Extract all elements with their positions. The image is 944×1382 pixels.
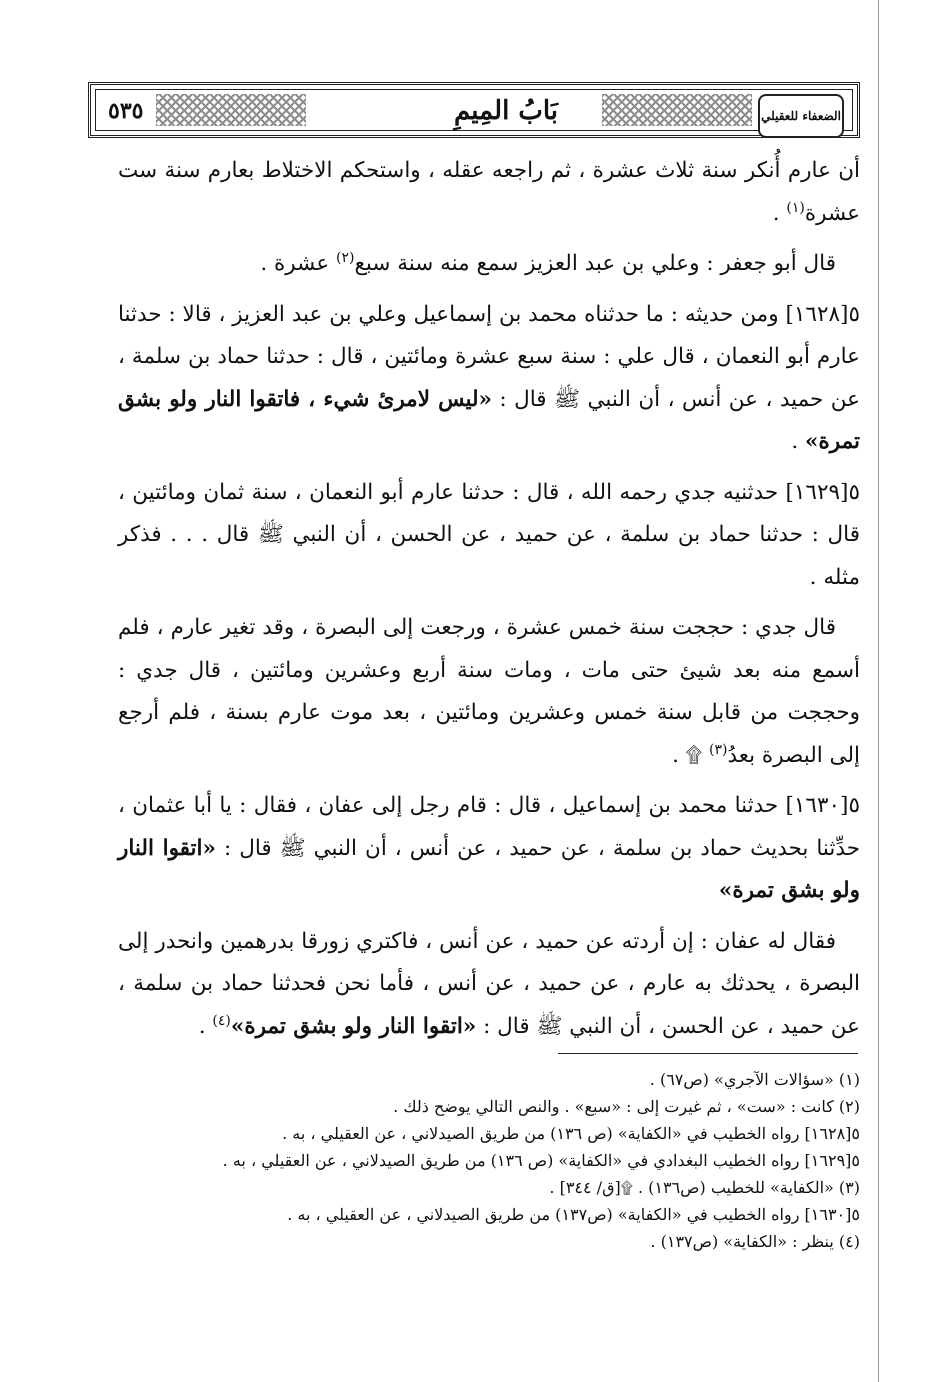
footnote-1630: ٥[١٦٣٠] رواه الخطيب في «الكفاية» (ص١٣٧) من طريق الصيدلاني ، عن العقيلي ، به . bbox=[287, 1205, 860, 1224]
ornament-right-icon bbox=[602, 94, 752, 126]
footnote-1629: ٥[١٦٢٩] رواه الخطيب البغدادي في «الكفاية» (ص ١٣٦) من طريق الصيدلاني ، عن العقيلي ، به . bbox=[222, 1151, 860, 1170]
paragraph-7 bbox=[118, 921, 860, 1049]
footnote-1628: ٥[١٦٢٨] رواه الخطيب في «الكفاية» (ص ١٣٦) من طريق الصيدلاني ، عن العقيلي ، به . bbox=[282, 1124, 860, 1143]
text-run: فقال له عفان : إن أردته عن حميد ، عن أنس ، فاكتري زورقا بدرهمين وانحدر إلى البصرة ، يحدثك به عارم ، عن حميد ، عن أنس ، فأما نحن فحدثنا حماد بن سلمة ، عن حميد ، عن الحسن ، أن النبي ﷺ قال : bbox=[118, 928, 860, 1039]
footnote-ref: (٣) bbox=[708, 741, 728, 758]
hadith-quote: «اتقوا النار ولو بشق تمرة» bbox=[230, 1013, 477, 1039]
paragraph-2 bbox=[118, 243, 860, 286]
footnote-4: (٤) ينظر : «الكفاية» (ص١٣٧) . bbox=[650, 1232, 860, 1251]
paragraph-1 bbox=[118, 150, 860, 235]
paragraph-hadith-1630 bbox=[118, 785, 860, 913]
page-header bbox=[88, 82, 860, 138]
paragraph-hadith-1628 bbox=[118, 294, 860, 464]
paragraph-hadith-1629: ٥[١٦٢٩] حدثنيه جدي رحمه الله ، قال : حدثنا عارم أبو النعمان ، سنة ثمان ومائتين ، قال : حدثنا حماد بن سلمة ، عن حميد ، عن الحسن ، أن النبي ﷺ قال . . . فذكر مثله . bbox=[118, 479, 860, 590]
page-edge-line bbox=[878, 0, 879, 1382]
text-run: أن عارم أُنكر سنة ثلاث عشرة ، ثم راجعه عقله ، واستحكم الاختلاط بعارم سنة ست عشرة bbox=[118, 158, 860, 226]
text-run: ٥[١٦٣٠] حدثنا محمد بن إسماعيل ، قال : قام رجل إلى عفان ، فقال : يا أبا عثمان ، حدِّثنا بحديث حماد بن سلمة ، عن حميد ، عن أنس ، أن النبي ﷺ قال : bbox=[118, 793, 860, 861]
chapter-title: بَابُ المِيمِ bbox=[426, 96, 586, 126]
main-text bbox=[118, 150, 860, 1048]
ornament-left-icon bbox=[156, 94, 306, 126]
footnote-separator bbox=[558, 1053, 858, 1054]
text-run: . bbox=[198, 1013, 213, 1039]
footnote-3: (٣) «الكفاية» للخطيب (ص١٣٦) . ۩[ق/ ٣٤٤] . bbox=[549, 1178, 860, 1197]
text-run: قال أبو جعفر : وعلي بن عبد العزيز سمع منه سنة سبع bbox=[354, 251, 836, 276]
footnote-2: (٢) كانت : «ست» ، ثم غيرت إلى : «سبع» . والنص التالي يوضح ذلك . bbox=[393, 1097, 860, 1116]
text-run: . bbox=[772, 200, 787, 226]
text-run: قال جدي : حججت سنة خمس عشرة ، ورجعت إلى البصرة ، وقد تغير عارم ، فلم أسمع منه بعد شيئ حتى مات ، ومات سنة أربع وعشرين ومائتين ، قال جدي : وحججت من قابل سنة خمس وعشرين ومائتين ، بعد موت عارم بسنة ، فلم أرجع إلى البصرة بعدُ bbox=[118, 615, 860, 768]
text-run: . bbox=[791, 429, 806, 454]
paragraph-5 bbox=[118, 607, 860, 777]
hadith-quote: «ليس لامرئ شيء ، فاتقوا النار ولو بشق تمرة» bbox=[118, 386, 860, 454]
hadith-quote: «اتقوا النار ولو بشق تمرة» bbox=[118, 835, 860, 903]
text-run: عشرة . bbox=[260, 251, 336, 276]
header-frame bbox=[95, 89, 853, 131]
footnote-ref: (٤) bbox=[212, 1012, 231, 1029]
footnote-ref: (١) bbox=[786, 199, 805, 216]
footnote-1: (١) «سؤالات الآجري» (ص٦٧) . bbox=[649, 1070, 860, 1089]
footnote-ref: (٢) bbox=[335, 249, 355, 266]
text-run: ٥[١٦٢٨] ومن حديثه : ما حدثناه محمد بن إسماعيل وعلي بن عبد العزيز ، قالا : حدثنا عارم أبو النعمان ، قال علي : سنة سبع عشرة ومائتين ، قال : حدثنا حماد بن سلمة ، عن حميد ، عن أنس ، أن النبي ﷺ قال : bbox=[118, 301, 860, 412]
footnotes bbox=[118, 1066, 860, 1255]
book-logo: الضعفاء للعقيلي bbox=[758, 94, 844, 138]
page-number: ٥٣٥ bbox=[108, 98, 144, 124]
text-run: ۩ . bbox=[672, 742, 709, 768]
